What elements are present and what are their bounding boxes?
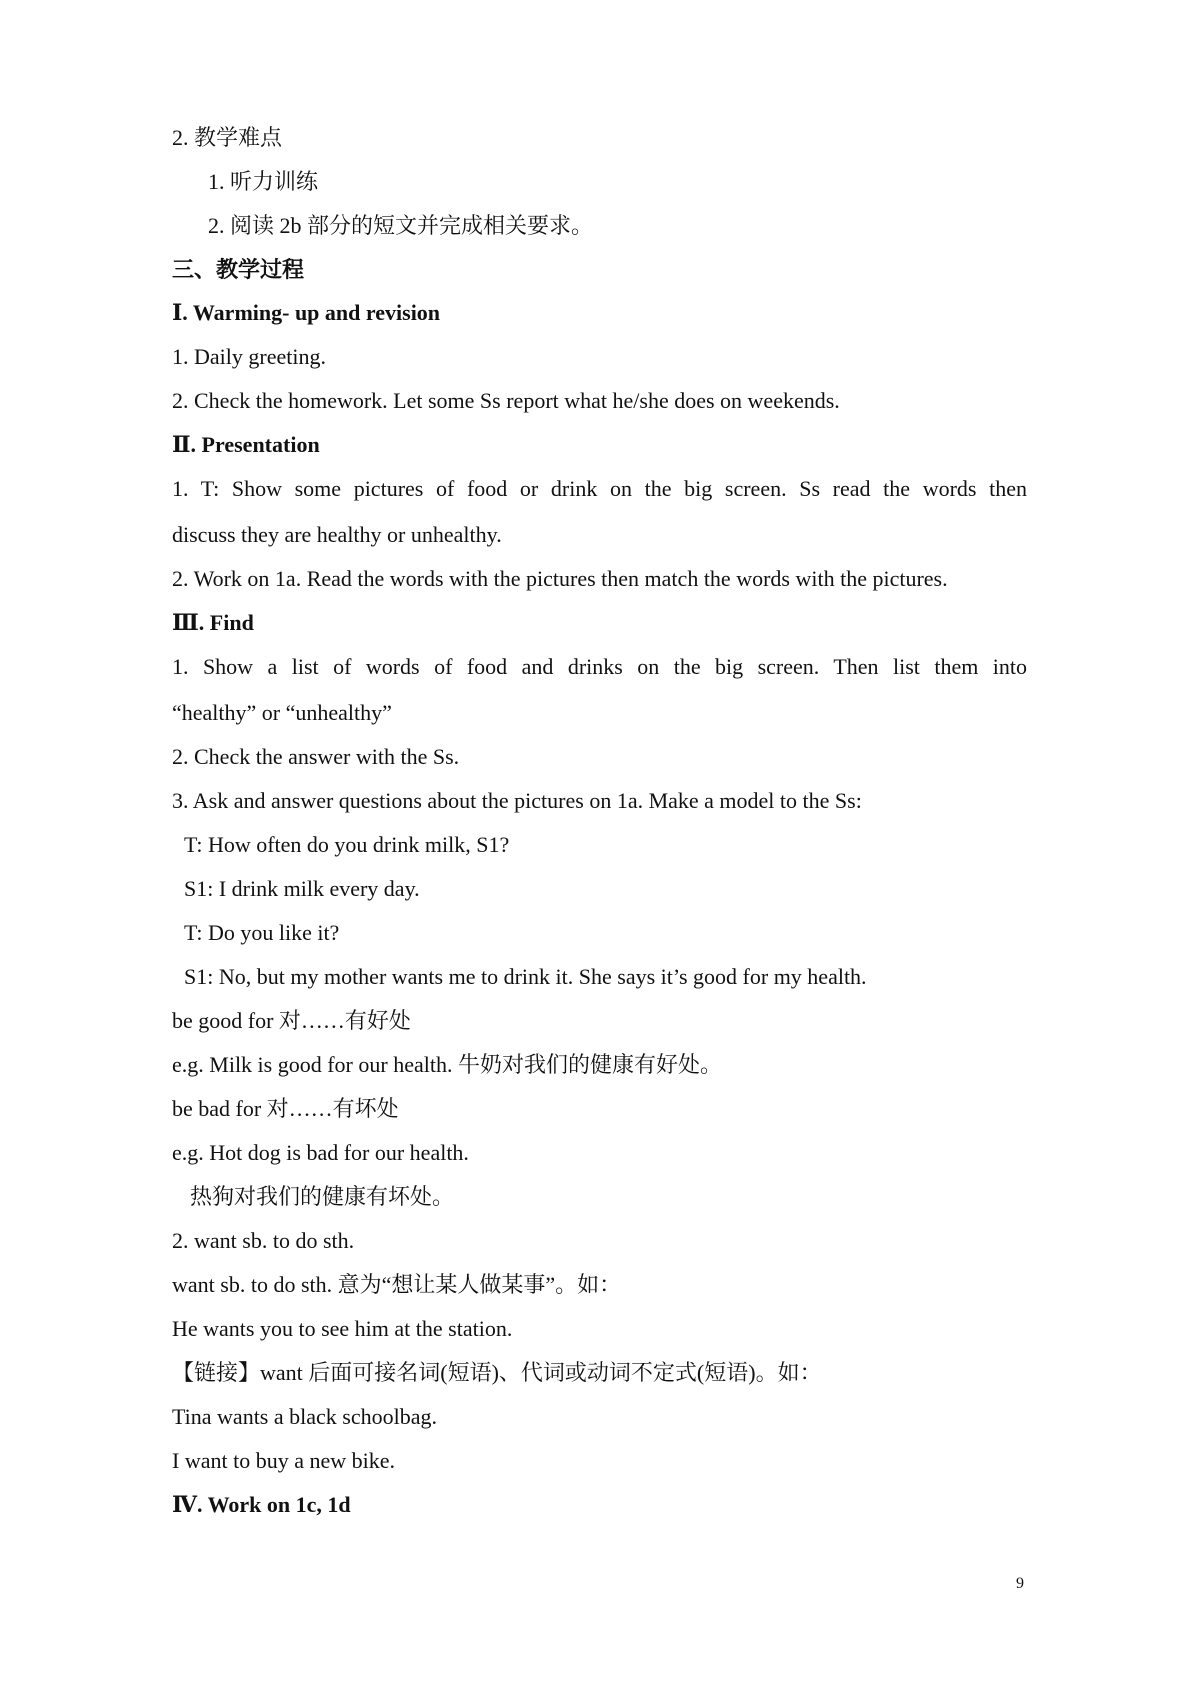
step-heading-work-on-1c-1d: Ⅳ. Work on 1c, 1d	[172, 1492, 351, 1517]
subheading-teaching-difficulties: 2. 教学难点	[172, 125, 283, 150]
example-line: e.g. Milk is good for our health. 牛奶对我们的健康有好处。	[172, 1052, 722, 1077]
paragraph-line: 1. Show a list of words of food and drinks on the big screen. Then list them into	[172, 654, 1027, 679]
step-heading-find: Ⅲ. Find	[172, 610, 254, 635]
paragraph-line: discuss they are healthy or unhealthy.	[172, 522, 502, 547]
step-heading-warming-up: Ⅰ. Warming- up and revision	[172, 300, 441, 325]
link-note: 【链接】want 后面可接名词(短语)、代词或动词不定式(短语)。如：	[172, 1360, 822, 1385]
dialogue-line: T: Do you like it?	[184, 920, 340, 945]
paragraph-line: “healthy” or “unhealthy”	[172, 700, 392, 725]
paragraph-line: 1. Daily greeting.	[172, 344, 326, 369]
phrase-note: be bad for 对……有坏处	[172, 1096, 399, 1121]
paragraph-line: 2. Check the homework. Let some Ss report what he/she does on weekends.	[172, 388, 840, 413]
example-line: e.g. Hot dog is bad for our health.	[172, 1140, 469, 1165]
page-number: 9	[1016, 1575, 1024, 1592]
phrase-note: be good for 对……有好处	[172, 1008, 411, 1033]
phrase-heading: 2. want sb. to do sth.	[172, 1228, 355, 1253]
list-item: 1. 听力训练	[208, 169, 319, 194]
dialogue-line: S1: I drink milk every day.	[184, 876, 420, 901]
dialogue-line: T: How often do you drink milk, S1?	[184, 832, 510, 857]
paragraph-line: 1. T: Show some pictures of food or drink on the big screen. Ss read the words then	[172, 476, 1027, 501]
section-heading-teaching-process: 三、教学过程	[172, 257, 305, 282]
example-line: I want to buy a new bike.	[172, 1448, 395, 1473]
step-heading-presentation: Ⅱ. Presentation	[172, 432, 320, 457]
paragraph-line: 3. Ask and answer questions about the pictures on 1a. Make a model to the Ss:	[172, 788, 862, 813]
list-item: 2. 阅读 2b 部分的短文并完成相关要求。	[208, 213, 594, 238]
paragraph-line: 2. Work on 1a. Read the words with the pictures then match the words with the pictures.	[172, 566, 948, 591]
example-line: Tina wants a black schoolbag.	[172, 1404, 437, 1429]
dialogue-line: S1: No, but my mother wants me to drink it. She says it’s good for my health.	[184, 964, 867, 989]
example-line: He wants you to see him at the station.	[172, 1316, 513, 1341]
example-translation: 热狗对我们的健康有坏处。	[190, 1184, 455, 1209]
paragraph-line: 2. Check the answer with the Ss.	[172, 744, 460, 769]
paragraph-line: want sb. to do sth. 意为“想让某人做某事”。如：	[172, 1272, 622, 1297]
